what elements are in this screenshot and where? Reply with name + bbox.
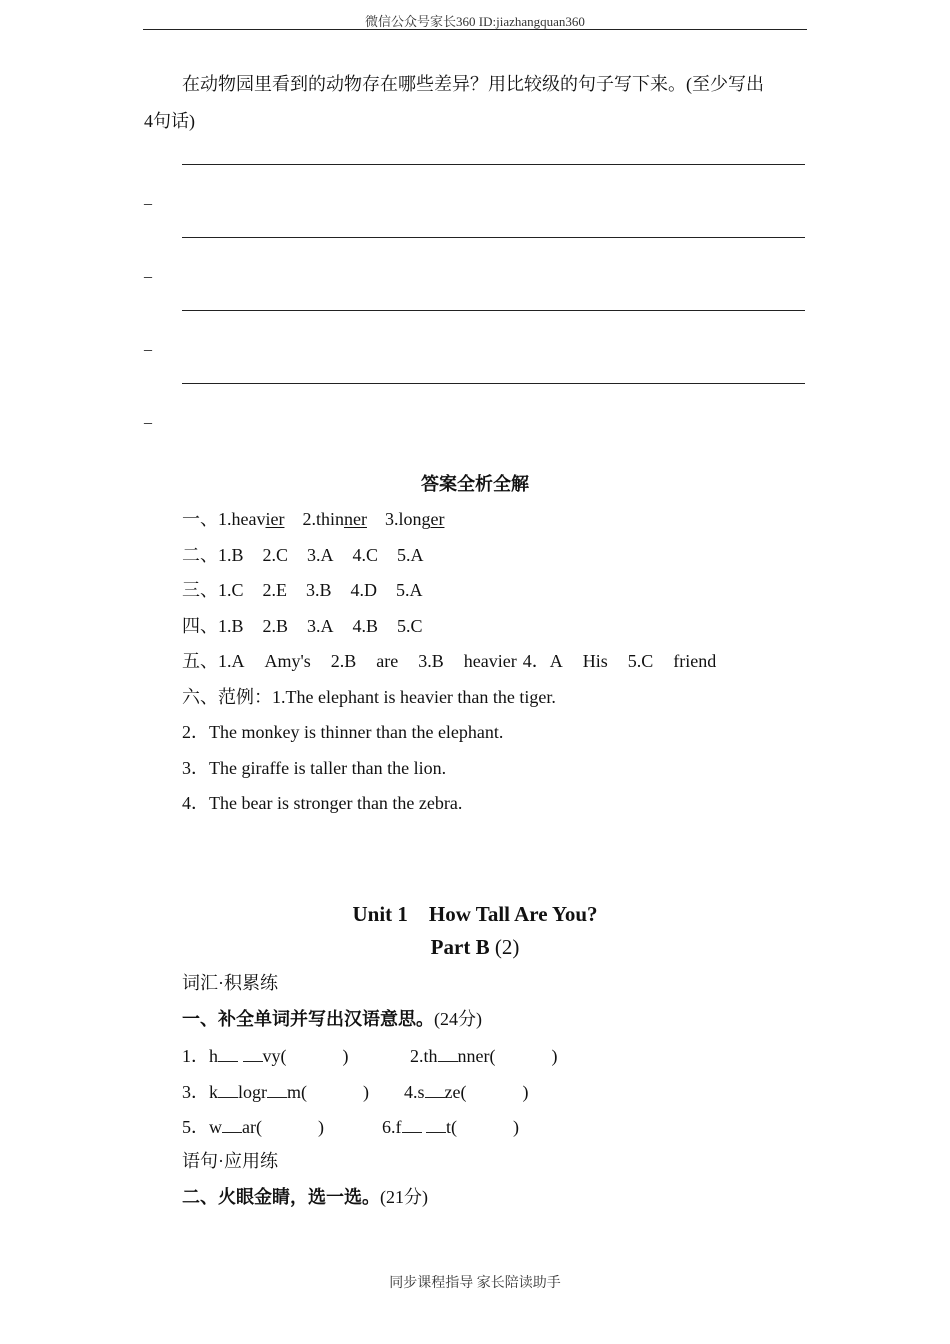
writing-line-1 xyxy=(182,164,805,165)
answer-section-4: 四、1.B 2.B 3.A 4.B 5.C xyxy=(182,616,423,636)
sentence-section-label: 语句·应用练 xyxy=(182,1151,278,1171)
vocab-question-1: 1．h vy( ) xyxy=(182,1046,349,1066)
vocab-question-3: 3．k logr m( ) xyxy=(182,1082,369,1102)
answer-section-6-line1: 六、范例：1.The elephant is heavier than the tiger. xyxy=(182,687,556,707)
page-footer: 同步课程指导 家长陪读助手 xyxy=(389,1276,561,1291)
vocab-section-label: 词汇·积累练 xyxy=(182,973,278,993)
page-header: 微信公众号家长360 ID:jiazhangquan360 xyxy=(365,14,585,29)
writing-line-dash: _ xyxy=(144,409,152,426)
writing-line-2 xyxy=(182,237,805,238)
header-rule xyxy=(143,29,807,30)
writing-prompt-line1: 在动物园里看到的动物存在哪些差异？用比较级的句子写下来。(至少写出 xyxy=(182,74,764,94)
answers-title: 答案全析全解 xyxy=(421,474,529,494)
answer-section-6-line3: 3．The giraffe is taller than the lion. xyxy=(182,758,447,778)
answer-section-5: 五、1.A Amy's 2.B are 3.B heavier 4．A His 5.C friend xyxy=(182,651,717,671)
unit-title: Unit 1 How Tall Are You? xyxy=(352,902,598,926)
answer-section-1: 一、1.heavier 2.thinner 3.longer xyxy=(182,509,445,529)
writing-line-dash: _ xyxy=(144,190,152,207)
vocab-question-4: 4.s ze( ) xyxy=(404,1082,529,1102)
vocab-section-heading: 一、补全单词并写出汉语意思。(24分) xyxy=(182,1009,482,1029)
vocab-question-2: 2.th nner( ) xyxy=(410,1046,558,1066)
writing-prompt-line2: 4句话) xyxy=(144,111,195,131)
writing-line-3 xyxy=(182,310,805,311)
unit-part: Part B (2) xyxy=(430,935,520,959)
section-prefix: 一、 xyxy=(182,509,218,529)
vocab-question-5: 5．w ar( ) xyxy=(182,1117,324,1137)
sentence-section-heading: 二、火眼金睛，选一选。(21分) xyxy=(182,1187,428,1207)
answer-section-6-line2: 2．The monkey is thinner than the elephant. xyxy=(182,722,504,742)
writing-line-4 xyxy=(182,383,805,384)
answer-section-3: 三、1.C 2.E 3.B 4.D 5.A xyxy=(182,580,423,600)
vocab-question-6: 6.f t( ) xyxy=(382,1117,519,1137)
writing-line-dash: _ xyxy=(144,336,152,353)
answer-section-6-line4: 4．The bear is stronger than the zebra. xyxy=(182,793,463,813)
writing-line-dash: _ xyxy=(144,263,152,280)
answer-section-2: 二、1.B 2.C 3.A 4.C 5.A xyxy=(182,545,424,565)
